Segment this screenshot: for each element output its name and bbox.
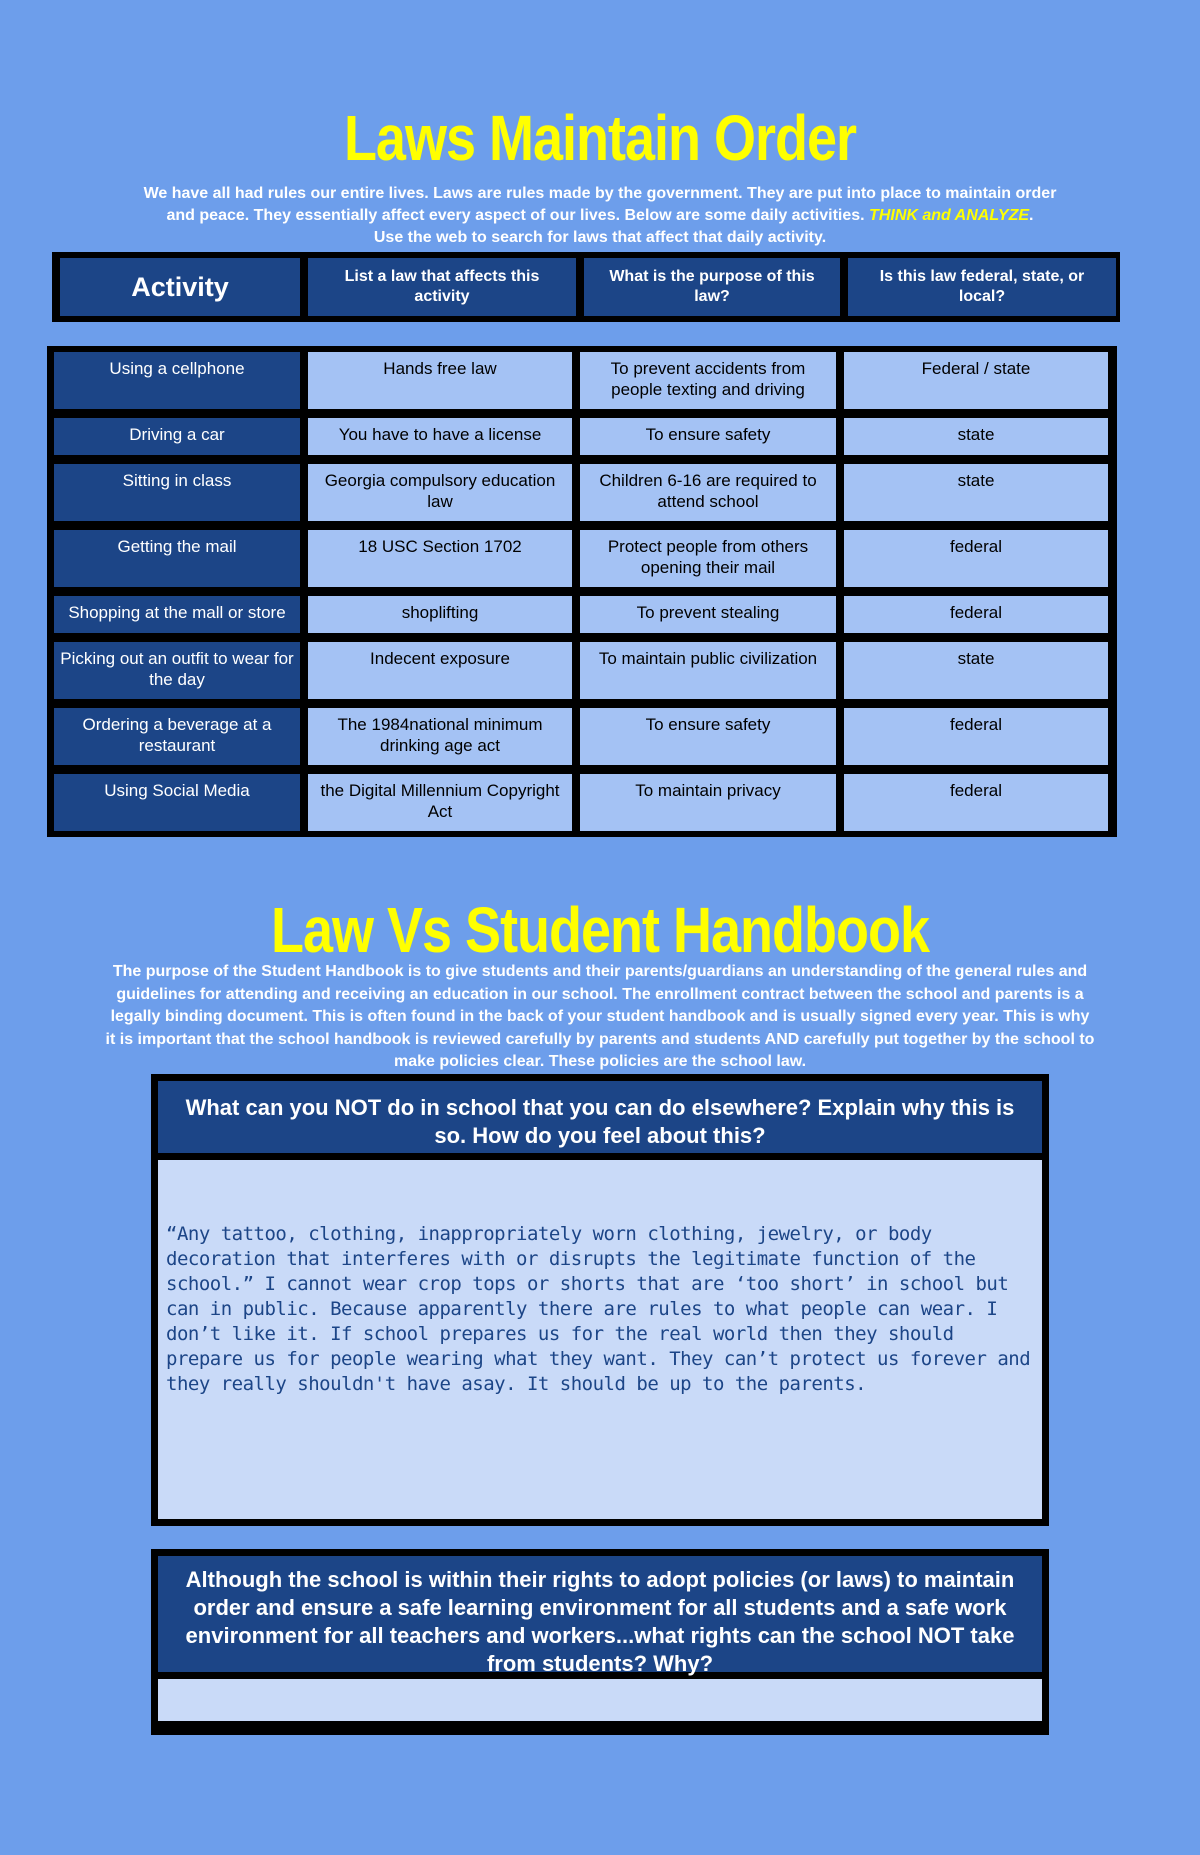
- intro-line: We have all had rules our entire lives. Laws are rules made by the government. They are put into place to maintain order: [143, 185, 1057, 202]
- purpose-cell: Children 6-16 are required to attend school: [580, 464, 836, 521]
- jurisdiction-cell: federal: [844, 774, 1108, 831]
- law-cell: the Digital Millennium Copyright Act: [308, 774, 572, 831]
- activity-cell: Driving a car: [54, 418, 300, 455]
- intro-paragraph: [90, 183, 1110, 249]
- law-cell: Georgia compulsory education law: [308, 464, 572, 521]
- intro-text: and peace. They essentially affect every aspect of our lives. Below are some daily activities.: [166, 207, 865, 224]
- handbook-paragraph: The purpose of the Student Handbook is to give students and their parents/guardians an understanding of the general rules and guidelines for attending and receiving an education in our school. The enrollment contract between the school and parents is a legally binding document. This is often found in the back of your student handbook and is usually signed every year. This is why it is important that the school handbook is reviewed carefully by parents and students AND carefully put together by the school to make policies clear. These policies are the school law.: [105, 963, 1095, 1070]
- purpose-cell: To prevent stealing: [580, 596, 836, 633]
- jurisdiction-cell: Federal / state: [844, 352, 1108, 409]
- question-box-1: [151, 1074, 1049, 1526]
- jurisdiction-cell: state: [844, 642, 1108, 699]
- header-jurisdiction: Is this law federal, state, or local?: [848, 258, 1116, 316]
- intro-highlight: THINK and ANALYZE: [869, 207, 1030, 224]
- header-activity: Activity: [60, 258, 300, 316]
- answer-box[interactable]: [158, 1160, 1042, 1519]
- activity-cell: Using a cellphone: [54, 352, 300, 409]
- intro-text: .: [1029, 207, 1034, 224]
- page-title: Laws Maintain Order: [343, 103, 857, 175]
- activity-cell: Getting the mail: [54, 530, 300, 587]
- activity-table: [47, 346, 1117, 837]
- activity-cell: Using Social Media: [54, 774, 300, 831]
- question-box-2: [151, 1549, 1049, 1735]
- jurisdiction-cell: federal: [844, 596, 1108, 633]
- jurisdiction-cell: federal: [844, 530, 1108, 587]
- jurisdiction-cell: state: [844, 418, 1108, 455]
- answer-box[interactable]: [158, 1679, 1042, 1721]
- purpose-cell: To ensure safety: [580, 418, 836, 455]
- purpose-cell: To ensure safety: [580, 708, 836, 765]
- activity-cell: Sitting in class: [54, 464, 300, 521]
- section-title: Law Vs Student Handbook: [270, 895, 930, 967]
- question-prompt: What can you NOT do in school that you can do elsewhere? Explain why this is so. How do you feel about this?: [158, 1081, 1042, 1153]
- question-prompt: Although the school is within their rights to adopt policies (or laws) to maintain order and ensure a safe learning environment for all students and a safe work environment for all teachers and workers...what rights can the school NOT take from students? Why?: [158, 1556, 1042, 1672]
- purpose-cell: To prevent accidents from people texting and driving: [580, 352, 836, 409]
- intro-line: Use the web to search for laws that affect that daily activity.: [373, 229, 827, 246]
- activity-cell: Shopping at the mall or store: [54, 596, 300, 633]
- header-purpose: What is the purpose of this law?: [584, 258, 840, 316]
- jurisdiction-cell: state: [844, 464, 1108, 521]
- header-law: List a law that affects this activity: [308, 258, 576, 316]
- law-cell: shoplifting: [308, 596, 572, 633]
- purpose-cell: To maintain public civilization: [580, 642, 836, 699]
- activity-cell: Picking out an outfit to wear for the day: [54, 642, 300, 699]
- intro-line: [90, 205, 1110, 227]
- answer-text: “Any tattoo, clothing, inappropriately worn clothing, jewelry, or body decoration that interferes with or disrupts the legitimate function of the school.” I cannot wear crop tops or shorts that are ‘too short’ in school but can in public. Because apparently there are rules to what people can wear. I don’t like it. If school prepares us for the real world then they should prepare us for people wearing what they want. They can’t protect us forever and they really shouldn't have asay. It should be up to the parents.: [166, 1223, 1031, 1395]
- activity-cell: Ordering a beverage at a restaurant: [54, 708, 300, 765]
- jurisdiction-cell: federal: [844, 708, 1108, 765]
- law-cell: You have to have a license: [308, 418, 572, 455]
- table-header: [52, 252, 1120, 322]
- law-cell: Indecent exposure: [308, 642, 572, 699]
- law-cell: 18 USC Section 1702: [308, 530, 572, 587]
- purpose-cell: To maintain privacy: [580, 774, 836, 831]
- purpose-cell: Protect people from others opening their mail: [580, 530, 836, 587]
- law-cell: The 1984national minimum drinking age act: [308, 708, 572, 765]
- law-cell: Hands free law: [308, 352, 572, 409]
